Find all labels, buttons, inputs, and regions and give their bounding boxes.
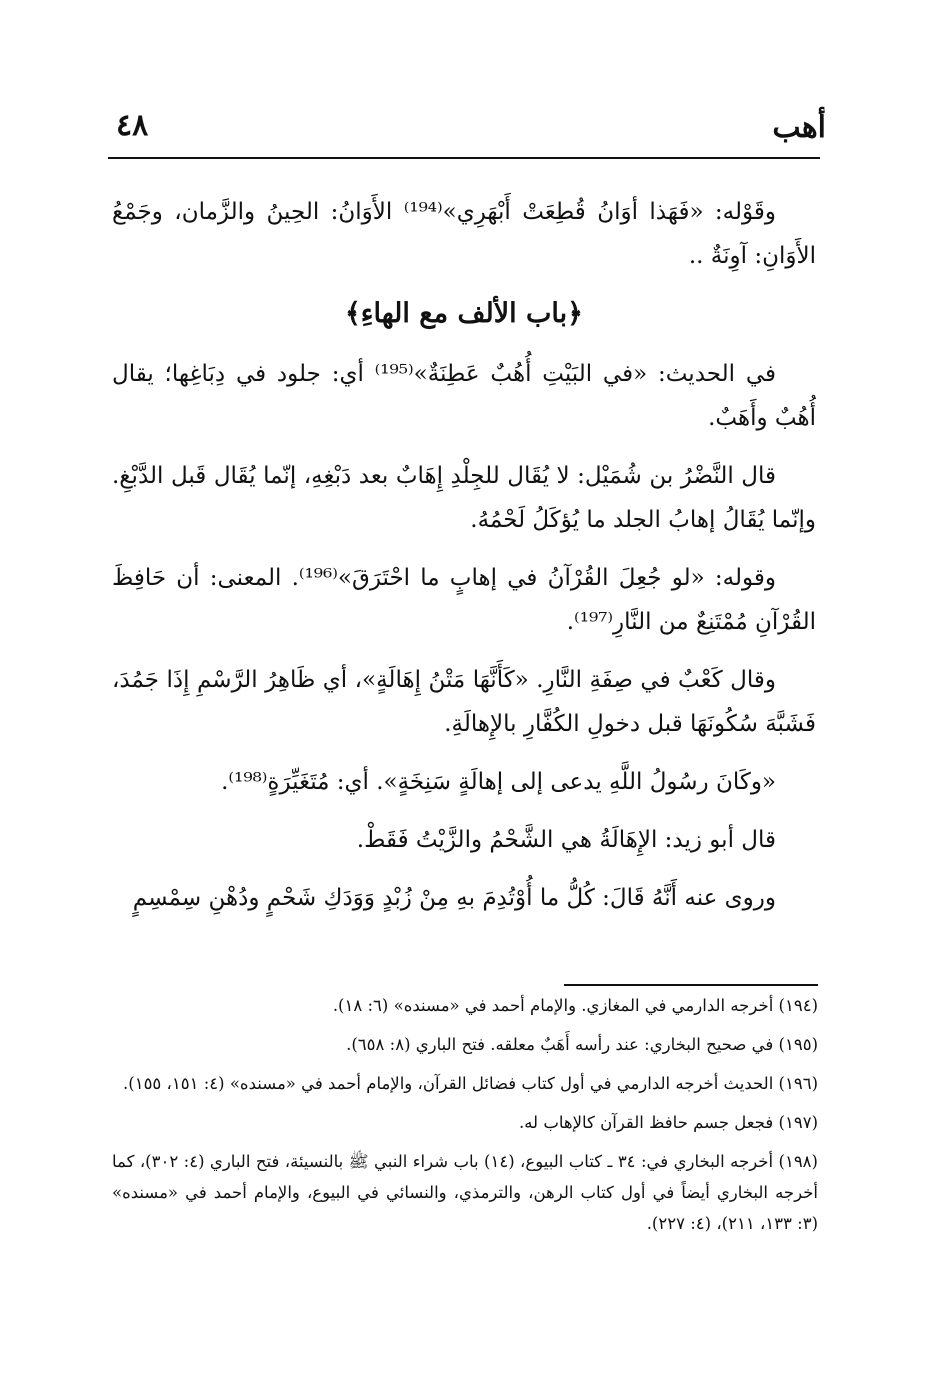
footnote-194: (١٩٤) أخرجه الدارمي في المغازي. والإمام أحمد في «مسنده» (٦: ١٨). xyxy=(332,996,818,1015)
section-heading: ﴿باب الألف مع الهاءِ﴾ xyxy=(344,298,583,329)
header-divider xyxy=(108,157,820,159)
paragraph-ihab: وقوله: «لو جُعِلَ القُرْآنُ في إهابٍ ما احْتَرَقَ»⁽¹⁹⁶⁾. المعنى: أن حَافِظَ القُرْآنِ مُمْتَنِعٌ من النَّارِ⁽¹⁹⁷⁾. xyxy=(112,565,816,635)
paragraph-abu-zayd: قال أبو زيد: الإِهَالَةُ هي الشَّحْمُ والزَّيْتُ فَقَطْ. xyxy=(356,827,776,853)
footnotes xyxy=(112,990,818,1247)
paragraph-awan: وقَوْله: «فَهَذا أوَانُ قُطِعَتْ أَبْهَرِي»⁽¹⁹⁴⁾ الأَوَانُ: الحِينُ والزَّمان، وجَمْعُ الأَوَانِ: آوِنَةٌ .. xyxy=(112,199,816,269)
main-text xyxy=(112,190,816,920)
running-header-word: أهب xyxy=(772,110,826,145)
footnote-197: (١٩٧) فجعل جسم حافظ القرآن كالإهاب له. xyxy=(518,1113,818,1132)
paragraph-sanikha: «وكَانَ رسُولُ اللَّهِ يدعى إلى إهالَةٍ سَنِخَةٍ». أي: مُتَغَيِّرَةٍ⁽¹⁹⁸⁾. xyxy=(221,769,776,795)
paragraph-kaab: وقال كَعْبٌ في صِفَةِ النَّارِ. «كَأَنَّهَا مَتْنُ إِهَالَةٍ»، أي ظَاهِرُ الرَّسْمِ إِذَا جَمُدَ، فَشَبَّهَ سُكُونَهَا قبل دخولِ الكُفَّارِ بالإِهالَةِ. xyxy=(112,667,816,737)
paragraph-riwaya: وروى عنه أَنَّهُ قَالَ: كُلُّ ما أُوْتُدِمَ بهِ مِنْ زُبْدٍ وَوَدَكِ شَحْمٍ ودُهْنِ سِمْسِمٍ xyxy=(132,885,776,911)
paragraph-nadr: قال النَّضْرُ بن شُمَيْل: لا يُقَال للجِلْدِ إِهَابٌ بعد دَبْغِهِ، إنّما يُقَال قَبل الدَّبْغِ. وإنّما يُقَالُ إهابُ الجلد ما يُؤكَلُ لَحْمُهُ. xyxy=(112,463,816,533)
paragraph-uhub: في الحديث: «في البَيْتِ أُهُبٌ عَطِنَةٌ»⁽¹⁹⁵⁾ أي: جلود في دِبَاغِها؛ يقال أُهُبٌ وأَهَبٌ. xyxy=(112,361,816,431)
footnote-195: (١٩٥) في صحيح البخاري: عند رأسه أَهَبٌ معلقه. فتح الباري (٨: ٦٥٨). xyxy=(346,1035,818,1054)
footnote-198: (١٩٨) أخرجه البخاري في: ٣٤ ـ كتاب البيوع، (١٤) باب شراء النبي ﷺ بالنسيئة، فتح الباري (٤: ٣٠٢)، كما أخرجه البخاري أيضاً في أول كتاب الرهن، والترمذي، والنسائي في البيوع، والإمام أحمد في «مسنده» (٣: ١٣٣، ٢١١)، (٤: ٢٢٧). xyxy=(112,1152,818,1233)
page-number: ٤٨ xyxy=(116,108,149,143)
footnote-196: (١٩٦) الحديث أخرجه الدارمي في أول كتاب فضائل القرآن، والإمام أحمد في «مسنده» (٤: ١٥١، ١٥٥). xyxy=(123,1074,818,1093)
footnote-divider xyxy=(564,984,818,986)
